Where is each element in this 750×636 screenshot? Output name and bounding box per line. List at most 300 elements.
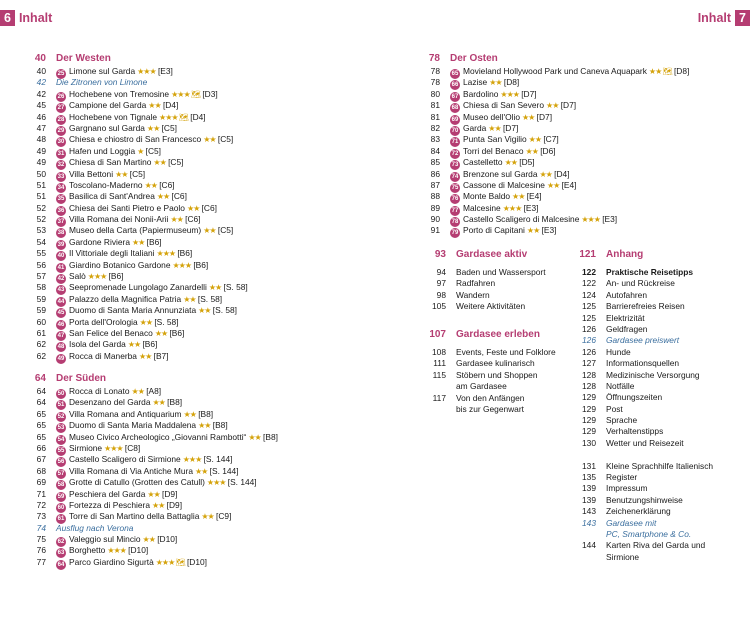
toc-entry xyxy=(32,260,362,271)
map-reference: [E3] xyxy=(523,202,539,213)
map-reference: [D3] xyxy=(202,88,218,99)
entry-page-number: 73 xyxy=(36,511,46,522)
toc-entry xyxy=(566,472,746,483)
toc-entry xyxy=(566,278,746,289)
entry-title: Chiesa di San Martino xyxy=(69,157,152,168)
rating-stars: ★★ xyxy=(208,283,222,293)
map-reference: [A8] xyxy=(146,386,162,396)
section-heading xyxy=(416,328,586,342)
entry-page-number: 86 xyxy=(430,168,440,179)
toc-entry xyxy=(426,225,726,236)
entry-page-number: 139 xyxy=(582,494,596,505)
entry-page-number: 78 xyxy=(430,66,440,76)
toc-entry xyxy=(32,557,362,568)
section-page-number: 64 xyxy=(34,373,46,384)
map-reference: [D9] xyxy=(162,488,178,499)
entry-page-number: 62 xyxy=(36,350,46,361)
sight-number-marker: 56 xyxy=(57,459,65,466)
entry-page-number: 55 xyxy=(36,248,46,259)
entry-page-number: 87 xyxy=(430,179,440,190)
entry-title: Castello Scaligero di Sirmione xyxy=(69,454,181,465)
entry-page-number: 127 xyxy=(582,358,596,369)
entry-page-number: 46 xyxy=(36,111,46,122)
entry-title: Borghetto xyxy=(69,545,106,556)
entry-title: Öffnungszeiten xyxy=(606,392,663,403)
sight-number-marker: 49 xyxy=(57,355,65,362)
entry-page-number: 130 xyxy=(582,437,596,448)
map-reference: [C9] xyxy=(216,511,232,522)
toc-entry xyxy=(566,529,746,540)
rating-stars: ★★ xyxy=(248,432,261,442)
entry-title: Rocca di Lonato xyxy=(69,386,130,396)
toc-entry xyxy=(32,77,362,88)
entry-title: Castello Scaligero di Malcesine xyxy=(463,214,580,225)
sight-number-marker: 54 xyxy=(57,436,65,443)
toc-entry xyxy=(32,523,362,534)
entry-title: Peschiera del Garda xyxy=(69,488,146,499)
entry-page-number: 45 xyxy=(36,100,46,111)
entry-page-number: 91 xyxy=(430,225,440,236)
entry-title: Radfahren xyxy=(456,278,496,289)
map-reference: [C8] xyxy=(124,442,141,453)
sight-number-marker: 32 xyxy=(57,162,65,169)
toc-entry xyxy=(426,203,726,214)
section-page-number: 78 xyxy=(428,53,440,64)
entry-title: Bardolino xyxy=(463,88,499,99)
entry-page-number: 81 xyxy=(430,100,440,111)
rating-stars: ★★ xyxy=(148,101,161,111)
map-reference: [C5] xyxy=(168,157,184,168)
entry-page-number: 75 xyxy=(36,534,46,545)
sight-number-marker: 53 xyxy=(57,425,65,432)
entry-title: Sirmione xyxy=(606,551,640,562)
map-reference: [D7] xyxy=(502,122,519,133)
entry-title: Hafen und Loggia xyxy=(69,145,136,156)
sight-number-marker: 74 xyxy=(451,173,459,180)
entry-title: Gardasee mit xyxy=(606,517,657,528)
entry-page-number: 66 xyxy=(36,442,46,453)
section-title: Der Süden xyxy=(56,373,107,384)
entry-title: Die Zitronen von Limone xyxy=(56,77,148,88)
sight-number-marker: 55 xyxy=(57,447,65,454)
section-title: Gardasee aktiv xyxy=(456,249,528,260)
toc-entry xyxy=(566,392,746,403)
entry-title: Ausflug nach Verona xyxy=(56,522,134,533)
toc-entry xyxy=(32,477,362,488)
entry-title: Desenzano del Garda xyxy=(69,397,151,408)
rating-stars: ★ xyxy=(137,146,144,156)
entry-page-number: 111 xyxy=(433,358,446,369)
map-reference: [B6] xyxy=(193,259,209,270)
toc-entry xyxy=(32,511,362,522)
section-title: Der Westen xyxy=(56,53,111,64)
toc-entry xyxy=(416,267,586,278)
entry-page-number: 65 xyxy=(36,431,46,442)
entry-page-number: 129 xyxy=(582,403,596,414)
entry-title: Karten Riva del Garda und xyxy=(606,540,706,551)
map-reference: [E4] xyxy=(561,179,577,190)
entry-page-number: 51 xyxy=(36,179,46,190)
entry-page-number: 97 xyxy=(436,278,446,289)
entry-title: Chiesa dei Santi Pietro e Paolo xyxy=(69,202,185,213)
section-heading xyxy=(32,372,362,386)
entry-title: Fortezza di Peschiera xyxy=(69,499,150,510)
map-reference: [B7] xyxy=(153,350,169,361)
entry-title: Malcesine xyxy=(463,202,501,213)
entry-title: Kleine Sprachhilfe Italienisch xyxy=(606,460,714,471)
section-page-number: 93 xyxy=(434,249,446,260)
toc-entry xyxy=(566,506,746,517)
right-page-number: 7 xyxy=(735,10,750,26)
entry-page-number: 49 xyxy=(36,145,46,156)
entry-title: Stöbern und Shoppen xyxy=(456,369,538,380)
sight-number-marker: 38 xyxy=(57,230,65,237)
sight-number-marker: 69 xyxy=(451,116,459,123)
entry-title: Wetter und Reisezeit xyxy=(606,437,684,448)
entry-title: Villa Bettoni xyxy=(69,168,114,179)
toc-entry xyxy=(566,358,746,369)
toc-entry xyxy=(566,347,746,358)
entry-title: Cassone di Malcesine xyxy=(463,179,545,190)
toc-entry xyxy=(32,466,362,477)
map-reference: [D5] xyxy=(519,157,535,168)
entry-title: Autofahren xyxy=(606,289,647,300)
toc-entry xyxy=(32,545,362,556)
entry-page-number: 105 xyxy=(432,301,446,312)
sight-number-marker: 76 xyxy=(451,196,459,203)
sight-number-marker: 41 xyxy=(57,264,65,271)
rating-stars: ★★★ xyxy=(104,443,123,453)
rating-stars: ★★ xyxy=(154,328,168,338)
entry-page-number: 84 xyxy=(430,145,440,156)
entry-title: Barrierefreies Reisen xyxy=(606,301,685,312)
map-reference: [B6] xyxy=(177,248,193,259)
sight-number-marker: 66 xyxy=(451,82,459,89)
entry-title: Register xyxy=(606,472,638,483)
entry-title: Villa Romana dei Nonii-Arii xyxy=(69,214,169,225)
sight-number-marker: 65 xyxy=(451,71,459,77)
sight-number-marker: 72 xyxy=(451,150,459,157)
rating-stars: ★★ xyxy=(504,158,517,168)
entry-title: Sprache xyxy=(606,415,638,426)
toc-entry xyxy=(32,489,362,500)
rating-stars: ★★ xyxy=(131,387,144,396)
map-reference: [E4] xyxy=(526,191,542,202)
toc-entry xyxy=(416,381,586,392)
entry-page-number: 128 xyxy=(582,380,596,391)
rating-stars: ★★ xyxy=(170,215,183,225)
entry-page-number: 59 xyxy=(36,305,46,316)
map-reference: [C7] xyxy=(543,134,559,145)
entry-title: PC, Smartphone & Co. xyxy=(606,528,692,539)
entry-title: Torri del Benaco xyxy=(463,145,524,156)
rating-stars: ★★ xyxy=(525,146,538,156)
entry-page-number: 129 xyxy=(582,415,596,426)
rating-stars: ★★ 🗺 xyxy=(648,67,672,76)
entry-page-number: 128 xyxy=(582,369,596,380)
map-reference: [B6] xyxy=(146,236,162,247)
sight-number-marker: 70 xyxy=(451,127,459,134)
entry-title: Notfälle xyxy=(606,380,635,391)
toc-entry xyxy=(426,157,726,168)
entry-title: Torre di San Martino della Battaglia xyxy=(69,511,200,522)
toc-entry xyxy=(32,534,362,545)
rating-stars: ★★ xyxy=(546,180,560,190)
toc-entry xyxy=(426,134,726,145)
rating-stars: ★★★ xyxy=(500,89,519,99)
entry-page-number: 83 xyxy=(430,134,440,145)
entry-page-number: 67 xyxy=(36,454,46,465)
toc-entry xyxy=(32,328,362,339)
sight-number-marker: 64 xyxy=(57,561,65,568)
entry-page-number: 143 xyxy=(582,517,596,528)
section-heading xyxy=(566,248,746,262)
toc-entry xyxy=(32,191,362,202)
map-reference: [S. 144] xyxy=(203,454,233,465)
toc-entry xyxy=(32,180,362,191)
toc-entry xyxy=(416,358,586,369)
sight-number-marker: 62 xyxy=(57,539,65,546)
section-gardasee-aktiv xyxy=(416,248,586,313)
rating-stars: ★★ xyxy=(186,203,200,213)
entry-page-number: 124 xyxy=(582,289,596,300)
toc-entry xyxy=(426,89,726,100)
entry-page-number: 82 xyxy=(430,122,440,133)
rating-stars: ★★ xyxy=(146,123,160,133)
entry-title: Museo dell'Olio xyxy=(463,111,520,122)
entry-title: Medizinische Versorgung xyxy=(606,369,700,380)
entry-page-number: 78 xyxy=(430,77,440,88)
toc-entry xyxy=(32,409,362,420)
entry-page-number: 126 xyxy=(582,335,596,346)
entry-title: Hunde xyxy=(606,346,631,357)
entry-title: Benutzungshinweise xyxy=(606,494,683,505)
section-der-osten xyxy=(426,52,726,237)
rating-stars: ★★★ xyxy=(87,272,107,282)
toc-entry xyxy=(426,214,726,225)
toc-entry xyxy=(32,443,362,454)
map-reference: [D8] xyxy=(673,66,690,76)
toc-entry xyxy=(566,290,746,301)
sight-number-marker: 46 xyxy=(57,321,65,328)
toc-entry xyxy=(32,169,362,180)
entry-page-number: 125 xyxy=(582,301,596,312)
sight-number-marker: 50 xyxy=(57,391,65,397)
entry-page-number: 88 xyxy=(430,191,440,202)
entry-page-number: 135 xyxy=(582,472,596,483)
rating-stars: ★★ xyxy=(152,500,165,510)
entry-title: Brenzone sul Garda xyxy=(463,168,538,179)
entry-title: Weitere Aktivitäten xyxy=(456,301,526,312)
sight-number-marker: 39 xyxy=(57,241,65,248)
toc-entry xyxy=(566,415,746,426)
sight-number-marker: 45 xyxy=(57,310,65,317)
section-title: Anhang xyxy=(606,249,644,260)
entry-title: Duomo di Santa Maria Annunziata xyxy=(69,305,197,316)
sight-number-marker: 44 xyxy=(57,298,65,305)
sight-number-marker: 61 xyxy=(57,516,65,523)
right-page-header xyxy=(694,10,750,26)
section-page-number: 40 xyxy=(34,53,46,64)
rating-stars: ★★ xyxy=(526,226,540,236)
section-anhang xyxy=(566,248,746,563)
toc-entry xyxy=(32,351,362,362)
entry-title: Movieland Hollywood Park und Caneva Aquapark xyxy=(463,66,647,76)
rating-stars: ★★ xyxy=(139,317,152,327)
map-reference: [C6] xyxy=(171,191,187,202)
map-reference: [C5] xyxy=(129,168,146,179)
toc-entry xyxy=(426,66,726,77)
section-heading xyxy=(426,52,726,66)
entry-text xyxy=(56,557,207,570)
toc-entry xyxy=(32,225,362,236)
entry-title: Informationsquellen xyxy=(606,358,680,369)
toc-entry xyxy=(566,301,746,312)
entry-page-number: 60 xyxy=(36,316,46,327)
toc-entry xyxy=(416,347,586,358)
entry-page-number: 131 xyxy=(582,460,596,471)
sight-number-marker: 77 xyxy=(451,207,459,214)
right-page-title: Inhalt xyxy=(697,11,732,25)
left-page-title: Inhalt xyxy=(18,11,53,25)
entry-page-number: 94 xyxy=(436,267,446,277)
map-reference: [D10] xyxy=(128,545,149,556)
toc-entry xyxy=(416,370,586,381)
map-reference: [D10] xyxy=(157,534,178,545)
rating-stars: ★★★ 🗺 xyxy=(159,112,188,122)
map-reference: [S. 58] xyxy=(223,282,248,293)
entry-page-number: 54 xyxy=(36,236,46,247)
entry-title: Monte Baldo xyxy=(463,191,511,202)
toc-entry xyxy=(426,169,726,180)
entry-title: Events, Feste und Folklore xyxy=(456,347,556,357)
rating-stars: ★★ xyxy=(138,351,152,361)
sight-number-marker: 67 xyxy=(451,93,459,100)
entry-page-number: 40 xyxy=(36,66,46,76)
sight-number-marker: 51 xyxy=(57,402,65,409)
toc-entry xyxy=(426,77,726,88)
sight-number-marker: 48 xyxy=(57,344,65,351)
entry-page-number: 126 xyxy=(582,323,596,334)
toc-entry xyxy=(566,426,746,437)
rating-stars: ★★★ xyxy=(502,203,522,213)
entry-title: Chiesa di San Severo xyxy=(463,100,545,111)
sight-number-marker: 47 xyxy=(57,332,65,339)
entry-page-number: 115 xyxy=(432,369,446,380)
entry-title: Limone sul Garda xyxy=(69,66,136,76)
sight-number-marker: 30 xyxy=(57,139,65,146)
entry-title: Seepromenade Lungolago Zanardelli xyxy=(69,282,207,293)
entry-title: Zeichenerklärung xyxy=(606,506,671,517)
entry-title: Punta San Vigilio xyxy=(463,134,527,145)
entry-title: San Felice del Benaco xyxy=(69,327,153,338)
sight-number-marker: 52 xyxy=(57,413,65,420)
entry-page-number: 98 xyxy=(436,289,446,300)
toc-entry xyxy=(566,381,746,392)
entry-title: Il Vittoriale degli Italiani xyxy=(69,248,155,259)
entry-text xyxy=(450,225,557,238)
rating-stars: ★★ xyxy=(183,294,196,304)
toc-entry xyxy=(416,301,586,312)
entry-title: Grotte di Catullo (Grotten des Catull) xyxy=(69,477,205,488)
entry-page-number: 64 xyxy=(36,397,46,408)
sight-number-marker: 73 xyxy=(451,162,459,169)
entry-title: Wandern xyxy=(456,289,490,300)
map-reference: [D6] xyxy=(540,145,556,156)
entry-page-number: 90 xyxy=(430,214,440,225)
entry-page-number: 117 xyxy=(432,392,446,403)
entry-page-number: 108 xyxy=(432,347,446,357)
map-reference: [S. 144] xyxy=(209,465,239,476)
entry-title: Praktische Reisetipps xyxy=(606,267,694,277)
toc-entry xyxy=(566,495,746,506)
entry-title: An- und Rückreise xyxy=(606,278,675,289)
entry-page-number: 51 xyxy=(36,191,46,202)
rating-stars: ★★ xyxy=(195,466,208,476)
sight-number-marker: 60 xyxy=(57,504,65,511)
entry-text xyxy=(56,523,133,534)
rating-stars: ★★ xyxy=(546,101,559,111)
entry-page-number: 129 xyxy=(582,392,596,403)
entry-page-number: 69 xyxy=(36,477,46,488)
entry-title: Impressum xyxy=(606,483,648,494)
rating-stars: ★★ xyxy=(528,135,541,145)
map-reference: [B6] xyxy=(108,271,124,282)
entry-title: Museo della Carta (Papiermuseum) xyxy=(69,225,202,236)
rating-stars: ★★ xyxy=(183,409,196,419)
rating-stars: ★★ xyxy=(144,180,157,190)
toc-entry xyxy=(32,386,362,397)
section-der-westen xyxy=(32,52,362,362)
toc-entry xyxy=(416,404,586,415)
toc-entry xyxy=(566,552,746,563)
rating-stars: ★★ xyxy=(147,489,160,499)
section-gardasee-erleben xyxy=(416,328,586,415)
toc-entry xyxy=(426,191,726,202)
entry-title: Duomo di Santa Maria Maddalena xyxy=(69,420,197,431)
toc-entry xyxy=(32,397,362,408)
toc-entry xyxy=(416,393,586,404)
map-reference: [C5] xyxy=(217,225,234,236)
entry-page-number: 48 xyxy=(36,134,46,145)
map-reference: [S. 58] xyxy=(154,316,179,327)
toc-entry xyxy=(426,180,726,191)
entry-page-number: 53 xyxy=(36,225,46,236)
entry-page-number: 52 xyxy=(36,202,46,213)
entry-page-number: 57 xyxy=(36,271,46,282)
entry-title: Castelletto xyxy=(463,157,503,168)
entry-page-number: 81 xyxy=(430,111,440,122)
map-reference: [S. 58] xyxy=(197,293,223,304)
rating-stars: ★★ xyxy=(512,192,525,202)
entry-title: Toscolano-Maderno xyxy=(69,179,143,190)
sight-number-marker: 63 xyxy=(57,550,65,557)
rating-stars: ★★ xyxy=(198,306,211,316)
entry-page-number: 89 xyxy=(430,202,440,213)
toc-entry xyxy=(32,294,362,305)
entry-title: Gargnano sul Garda xyxy=(69,122,145,133)
map-reference: [B6] xyxy=(169,327,185,338)
sight-number-marker: 79 xyxy=(451,230,459,237)
entry-title: Gardasee kulinarisch xyxy=(456,358,535,369)
entry-page-number: 65 xyxy=(36,420,46,431)
rating-stars: ★★★ xyxy=(172,260,192,270)
entry-title: Hochebene von Tremosine xyxy=(69,88,170,99)
toc-entry xyxy=(566,404,746,415)
entry-page-number: 139 xyxy=(582,483,596,494)
section-title: Der Osten xyxy=(450,53,498,64)
sight-number-marker: 33 xyxy=(57,173,65,180)
